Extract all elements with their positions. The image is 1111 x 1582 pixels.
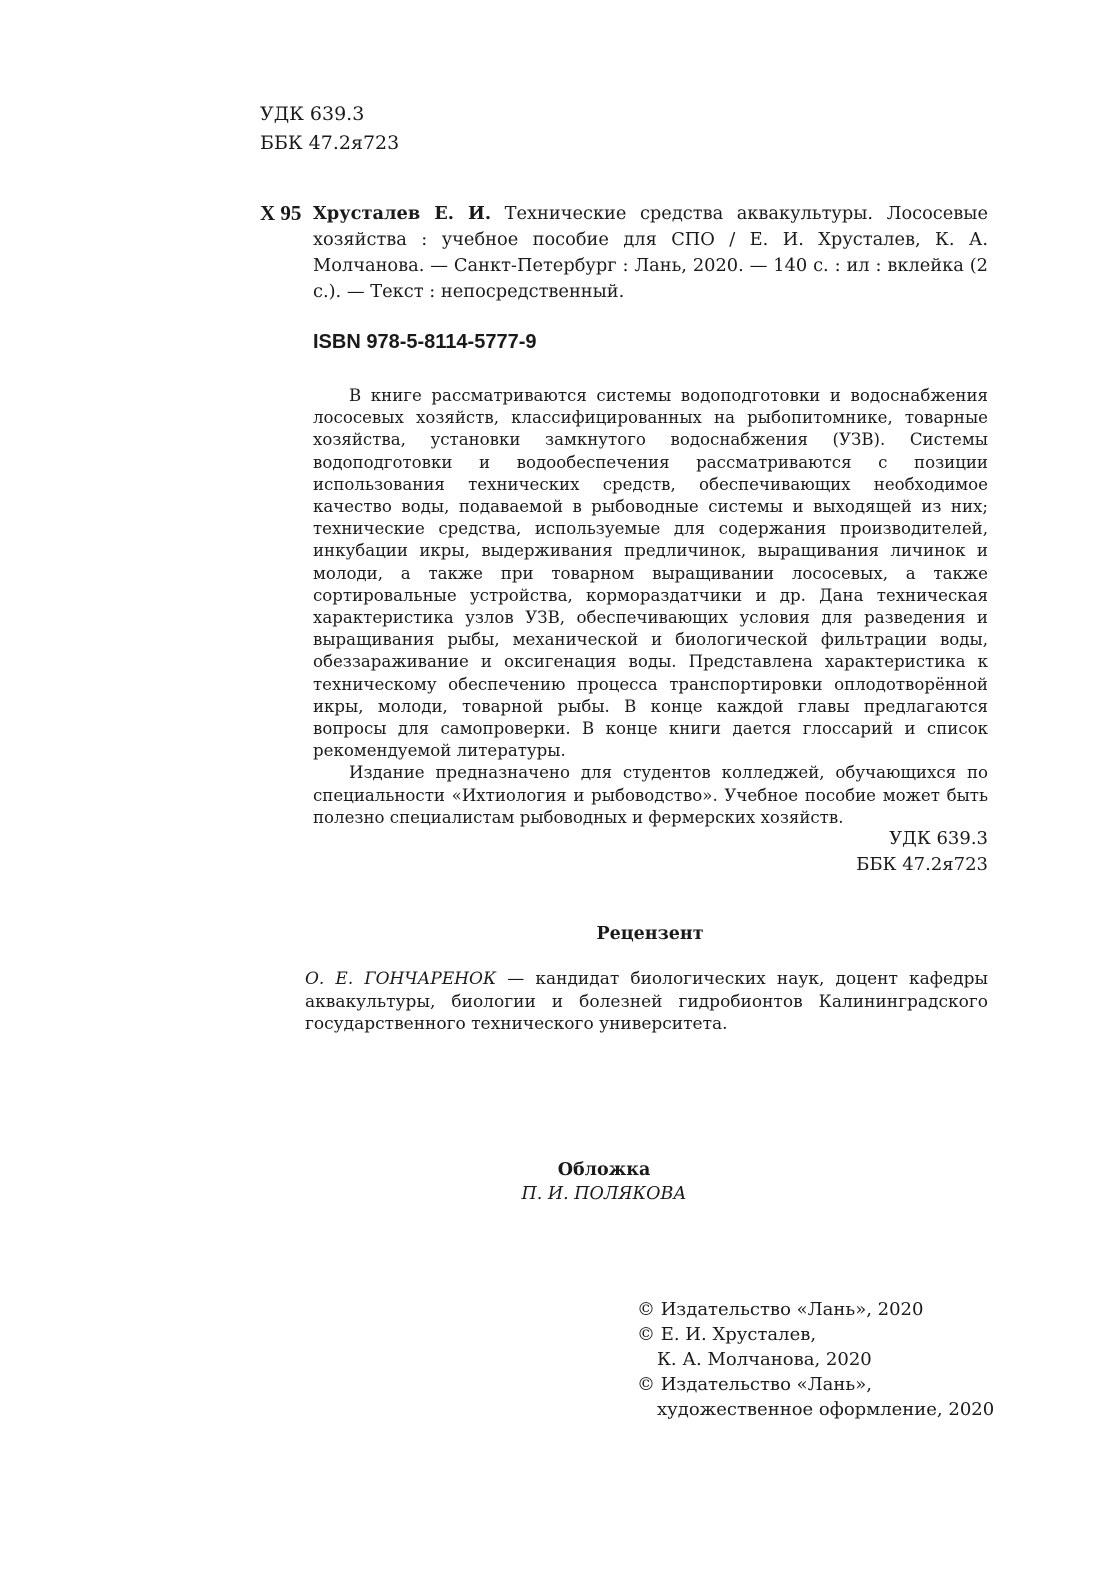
- copyright-line: © Е. И. Хрусталев,: [637, 1324, 817, 1345]
- udk-code: УДК 639.3: [260, 103, 365, 125]
- copyright-line: художественное оформление, 2020: [657, 1399, 995, 1420]
- classification-codes-top: [260, 100, 399, 158]
- copyright-block: [637, 1297, 994, 1422]
- reviewer-name: О. Е. ГОНЧАРЕНОК: [305, 969, 497, 989]
- cover-credit: [0, 1158, 1111, 1206]
- annotation: [313, 385, 988, 829]
- reviewer-description: — кандидат биологических наук, доцент кафедры аквакультуры, биологии и болезней гидробионтов Калининградского государственного технического университета.: [305, 969, 988, 1034]
- bibliographic-description: Технические средства аквакультуры. Лососевые хозяйства : учебное пособие для СПО / Е. И. Хрусталев, К. А. Молчанова. — Санкт-Петербург : Лань, 2020. — 140 с. : ил : вклейка (2 с.). — Текст : непосредственный.: [313, 203, 988, 302]
- copyright-line: К. А. Молчанова, 2020: [657, 1349, 872, 1370]
- cover-label: Обложка: [557, 1160, 651, 1180]
- reviewer-heading: Рецензент: [596, 924, 704, 944]
- isbn: ISBN 978-5-8114-5777-9: [313, 331, 537, 353]
- copyright-line: © Издательство «Лань», 2020: [637, 1299, 924, 1320]
- classification-codes-bottom: [856, 826, 988, 878]
- annotation-paragraph: В книге рассматриваются системы водоподготовки и водоснабжения лососевых хозяйств, классифицированных на рыбопитомнике, товарные хозяйства, установки замкнутого водоснабжения (УЗВ). Системы водоподготовки и водообеспечения рассматриваются с позиции использования технических средств, обеспечивающих необходимое качество воды, подаваемой в рыбоводные системы и выходящей из них; технические средства, используемые для содержания производителей, инкубации икры, выдерживания предличинок, выращивания личинок и молоди, а также при товарном выращивании лососевых, а также сортировальные устройства, кормораздатчики и др. Дана техническая характеристика узлов УЗВ, обеспечивающих условия для разведения и выращивания рыбы, механической и биологической фильтрации воды, обеззараживание и оксигенация воды. Представлена характеристика к техническому обеспечению процесса транспортировки оплодотворённой икры, молоди, товарной рыбы. В конце каждой главы предлагаются вопросы для самопроверки. В конце книги дается глоссарий и список рекомендуемой литературы.: [313, 386, 988, 761]
- bibliographic-author: Хрусталев Е. И.: [313, 203, 492, 224]
- bbk-code: ББК 47.2я723: [260, 132, 400, 154]
- cover-artist: П. И. ПОЛЯКОВА: [521, 1184, 687, 1204]
- udk-code: УДК 639.3: [889, 828, 988, 849]
- bbk-code: ББК 47.2я723: [856, 854, 988, 875]
- copyright-line: © Издательство «Лань»,: [637, 1374, 872, 1395]
- reviewer-info: [305, 968, 988, 1036]
- annotation-paragraph: Издание предназначено для студентов колледжей, обучающихся по специальности «Ихтиология и рыбоводство». Учебное пособие может быть полезно специалистам рыбоводных и фермерских хозяйств.: [313, 763, 988, 827]
- author-mark: Х 95: [260, 201, 302, 225]
- bibliographic-record: [313, 201, 988, 305]
